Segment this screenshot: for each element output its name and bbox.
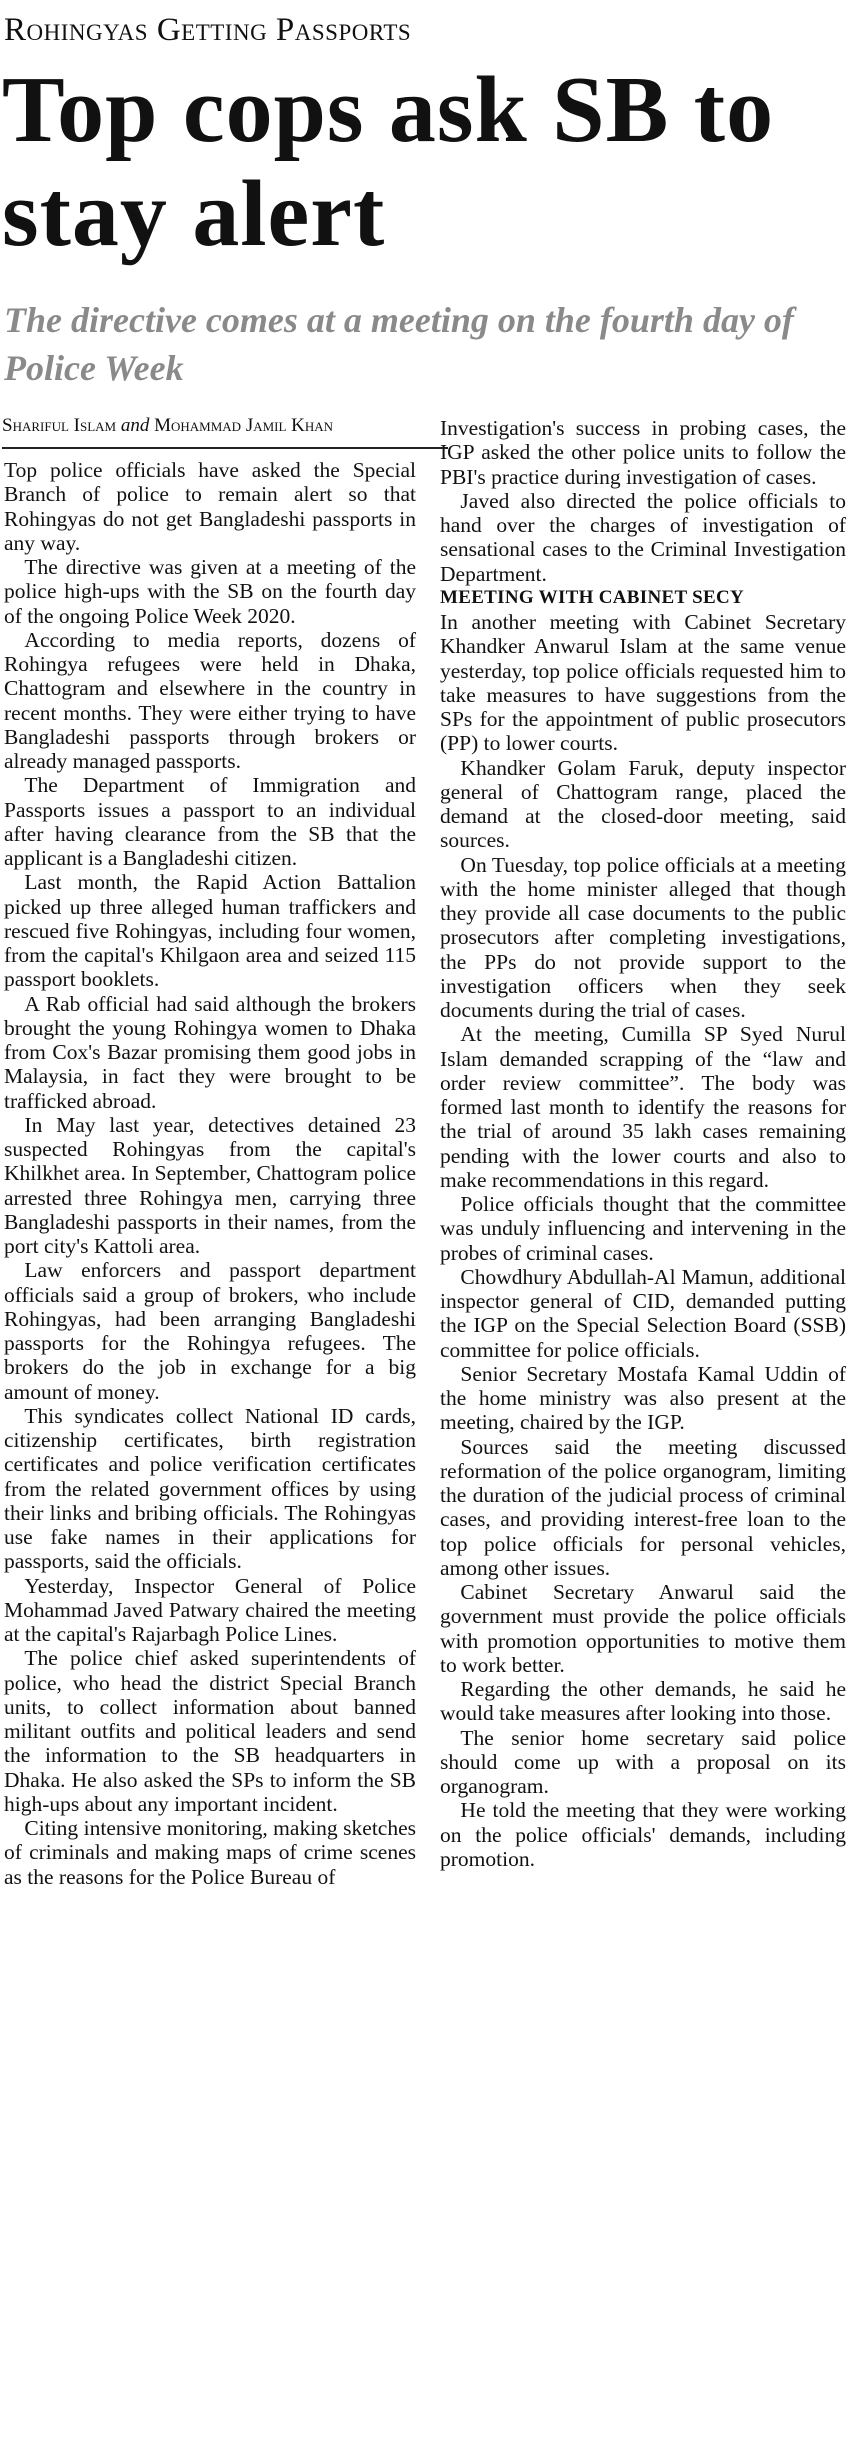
paragraph: The directive was given at a meeting of the police high-ups with the SB on the fourth day of the ongoing Police Week 2020. <box>4 555 416 628</box>
byline-and: and <box>120 415 150 436</box>
paragraph: The senior home secretary said police should come up with a proposal on its organogram. <box>440 1725 846 1798</box>
paragraph: He told the meeting that they were working on the police officials' demands, including promotion. <box>440 1798 846 1871</box>
paragraph: This syndicates collect National ID cards, citizenship certificates, birth registration certificates and police verification certificates from the related government offices by using their links and bribing officials. The Rohingyas use fake names in their applications for passports, said the officials. <box>4 1403 416 1574</box>
section-subhead: MEETING WITH CABINET SECY <box>440 586 745 608</box>
paragraph: In another meeting with Cabinet Secretary Khandker Anwarul Islam at the same venue yesterday, top police officials requested him to take measures to have suggestions from the SPs for the appointment of public prosecutors (PP) to lower courts. <box>440 610 846 756</box>
kicker: Rohingyas Getting Passports <box>4 12 412 48</box>
paragraph: Sources said the meeting discussed reformation of the police organogram, limiting the duration of the judicial process of criminal cases, and providing interest-free loan to the top police officials for personal vehicles, among other issues. <box>440 1434 846 1580</box>
paragraph: Last month, the Rapid Action Battalion picked up three alleged human traffickers and rescued five Rohingyas, including four women, from the capital's Khilgaon area and seized 115 passport booklets. <box>4 870 416 992</box>
paragraph: Citing intensive monitoring, making sketches of criminals and making maps of crime scenes as the reasons for the Police Bureau of <box>4 1816 416 1889</box>
paragraph: Khandker Golam Faruk, deputy inspector general of Chattogram range, placed the demand at the closed-door meeting, said sources. <box>440 755 846 853</box>
paragraph: At the meeting, Cumilla SP Syed Nurul Islam demanded scrapping of the “law and order review committee”. The body was formed last month to identify the reasons for the trial of around 35 lakh cases remaining pending with the lower courts and also to make recommendations in this regard. <box>440 1022 846 1192</box>
paragraph: A Rab official had said although the brokers brought the young Rohingya women to Dhaka from Cox's Bazar promising them good jobs in Malaysia, in fact they were brought to be trafficked abroad. <box>4 991 416 1113</box>
paragraph: On Tuesday, top police officials at a meeting with the home minister alleged that though they provide all case documents to the public prosecutors after completing investigations, the PPs do not provide support to the investigation officers when they seek documents during the trial of cases. <box>440 852 846 1022</box>
byline-rule <box>2 447 448 449</box>
byline-author-1: Shariful Islam <box>2 415 117 436</box>
paragraph: In May last year, detectives detained 23 suspected Rohingyas from the capital's Khilkhet area. In September, Chattogram police arrested three Rohingya men, carrying three Bangladeshi passports in their names, from the port city's Kattoli area. <box>4 1112 416 1258</box>
paragraph: The police chief asked superintendents of police, who head the district Special Branch units, to collect information about banned militant outfits and political leaders and send the information to the SB headquarters in Dhaka. He also asked the SPs to inform the SB high-ups about any important incident. <box>4 1646 416 1816</box>
paragraph: Senior Secretary Mostafa Kamal Uddin of the home ministry was also present at the meeting, chaired by the IGP. <box>440 1361 846 1435</box>
paragraph: Yesterday, Inspector General of Police Mohammad Javed Patwary chaired the meeting at the capital's Rajarbagh Police Lines. <box>4 1573 416 1646</box>
paragraph: Police officials thought that the committee was unduly influencing and intervening in the probes of criminal cases. <box>440 1192 846 1265</box>
paragraph: According to media reports, dozens of Rohingya refugees were held in Dhaka, Chattogram and elsewhere in the country in recent months. They were either trying to have Bangladeshi passports through brokers or already managed passports. <box>4 627 416 773</box>
byline-author-2: Mohammad Jamil Khan <box>154 415 334 436</box>
article-column-right <box>440 416 846 1871</box>
paragraph: Regarding the other demands, he said he would take measures after looking into those. <box>440 1677 846 1726</box>
paragraph: Cabinet Secretary Anwarul said the government must provide the police officials with promotion opportunities to motive them to work better. <box>440 1580 846 1677</box>
headline: Top cops ask SB to stay alert <box>2 58 775 266</box>
paragraph: Chowdhury Abdullah-Al Mamun, additional inspector general of CID, demanded putting the IGP on the Special Selection Board (SSB) committee for police officials. <box>440 1264 846 1362</box>
paragraph: Top police officials have asked the Special Branch of police to remain alert so that Rohingyas do not get Bangladeshi passports in any way. <box>4 458 416 555</box>
paragraph: The Department of Immigration and Passports issues a passport to an individual after having clearance from the SB that the applicant is a Bangladeshi citizen. <box>4 773 416 870</box>
paragraph: Law enforcers and passport department officials said a group of brokers, who include Rohingyas, had been arranging Bangladeshi passports for the Rohingya refugees. The brokers do the job in exchange for a big amount of money. <box>4 1258 416 1404</box>
deck-subheadline: The directive comes at a meeting on the fourth day of Police Week <box>4 300 794 388</box>
article-column-left <box>4 458 416 1889</box>
byline <box>2 414 333 438</box>
paragraph: Javed also directed the police officials to hand over the charges of investigation of sensational cases to the Criminal Investigation Department. <box>440 488 846 586</box>
paragraph: Investigation's success in probing cases, the IGP asked the other police units to follow the PBI's practice during investigation of cases. <box>440 416 846 489</box>
